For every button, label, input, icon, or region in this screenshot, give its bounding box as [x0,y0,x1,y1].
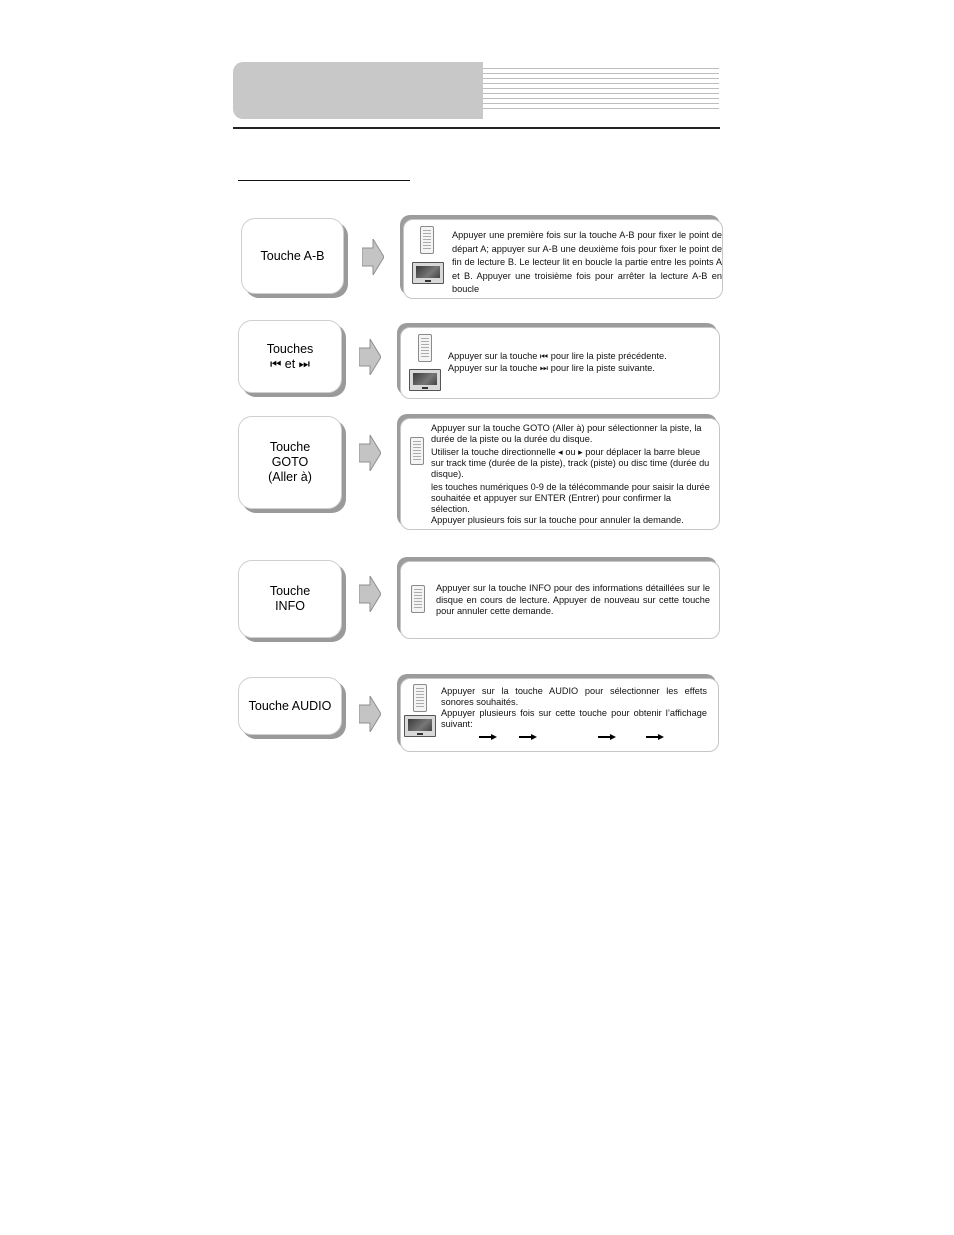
arrow-right-icon [362,239,384,275]
section-title-underline [238,180,410,181]
label-goto [238,416,342,509]
audio-p2: Appuyer plusieurs fois sur cette touche pour obtenir l’affichage suivant: [441,708,707,729]
label-info-line1: Touche [269,584,311,598]
label-ab [241,218,344,294]
dvd-player-icon [412,262,444,284]
panel-info-text: Appuyer sur la touche INFO pour des informations détaillées sur le disque en cours de lecture. Appuyer de nouveau sur cette touche pour annuler cette demande. [436,583,710,616]
remote-control-icon [418,334,432,362]
arrow-right-icon [479,735,497,739]
goto-p1: Appuyer sur la touche GOTO (Aller à) pour sélectionner la piste, la durée de la piste ou la durée du disque. [431,423,702,444]
label-goto-line2: GOTO [271,455,309,469]
audio-p1: Appuyer sur la touche AUDIO pour sélectionner les effets sonores souhaités. [441,686,707,707]
arrow-right-icon [519,735,537,739]
label-skip-line2: ⏮ et ⏭ [270,356,310,371]
remote-control-icon [411,585,425,613]
skip-prev-text: Appuyer sur la touche ⏮ pour lire la piste précédente. [448,351,667,361]
label-audio-text: Touche AUDIO [248,698,332,713]
arrow-right-icon [359,576,381,612]
label-audio [238,677,342,735]
arrow-right-icon [646,735,664,739]
panel-goto-text [431,423,711,526]
goto-p2: Utiliser la touche directionnelle ◂ ou ▸ pour déplacer la barre bleue sur track time (durée de la piste), track (piste) ou disc time (durée du disque). [431,447,710,479]
dvd-player-icon [404,715,436,737]
label-ab-text: Touche A-B [260,248,325,263]
remote-control-icon [410,437,424,465]
goto-p4: Appuyer plusieurs fois sur la touche pour annuler la demande. [431,515,684,525]
label-skip-line1: Touches [266,341,314,356]
arrow-right-icon [359,435,381,471]
label-info-line2: INFO [275,599,305,613]
header-tab [233,62,483,119]
arrow-right-icon [598,735,616,739]
label-goto-line1: Touche [269,440,311,454]
remote-control-icon [413,684,427,712]
label-goto-line3: (Aller à) [268,470,312,484]
label-skip [238,320,342,393]
panel-audio-text [441,686,707,730]
skip-next-text: Appuyer sur la touche ⏭ pour lire la piste suivante. [448,362,655,373]
panel-ab-text: Appuyer une première fois sur la touche A-B pour fixer le point de départ A; appuyer sur A-B une deuxième fois pour fixer le point de fin de lecture B. Le lecteur lit en boucle la partie entre les points A et B. Appuyer une troisième fois pour arrêter la lecture A-B en boucle [452,230,722,294]
header-stripes [483,68,719,112]
panel-skip-text [448,351,713,374]
label-info [238,560,342,638]
dvd-player-icon [409,369,441,391]
arrow-right-icon [359,696,381,732]
goto-p3: les touches numériques 0-9 de la télécommande pour saisir la durée souhaitée et appuyer sur ENTER (Entrer) pour confirmer la sélection. [431,482,710,514]
arrow-right-icon [359,339,381,375]
header-rule [233,127,720,129]
remote-control-icon [420,226,434,254]
